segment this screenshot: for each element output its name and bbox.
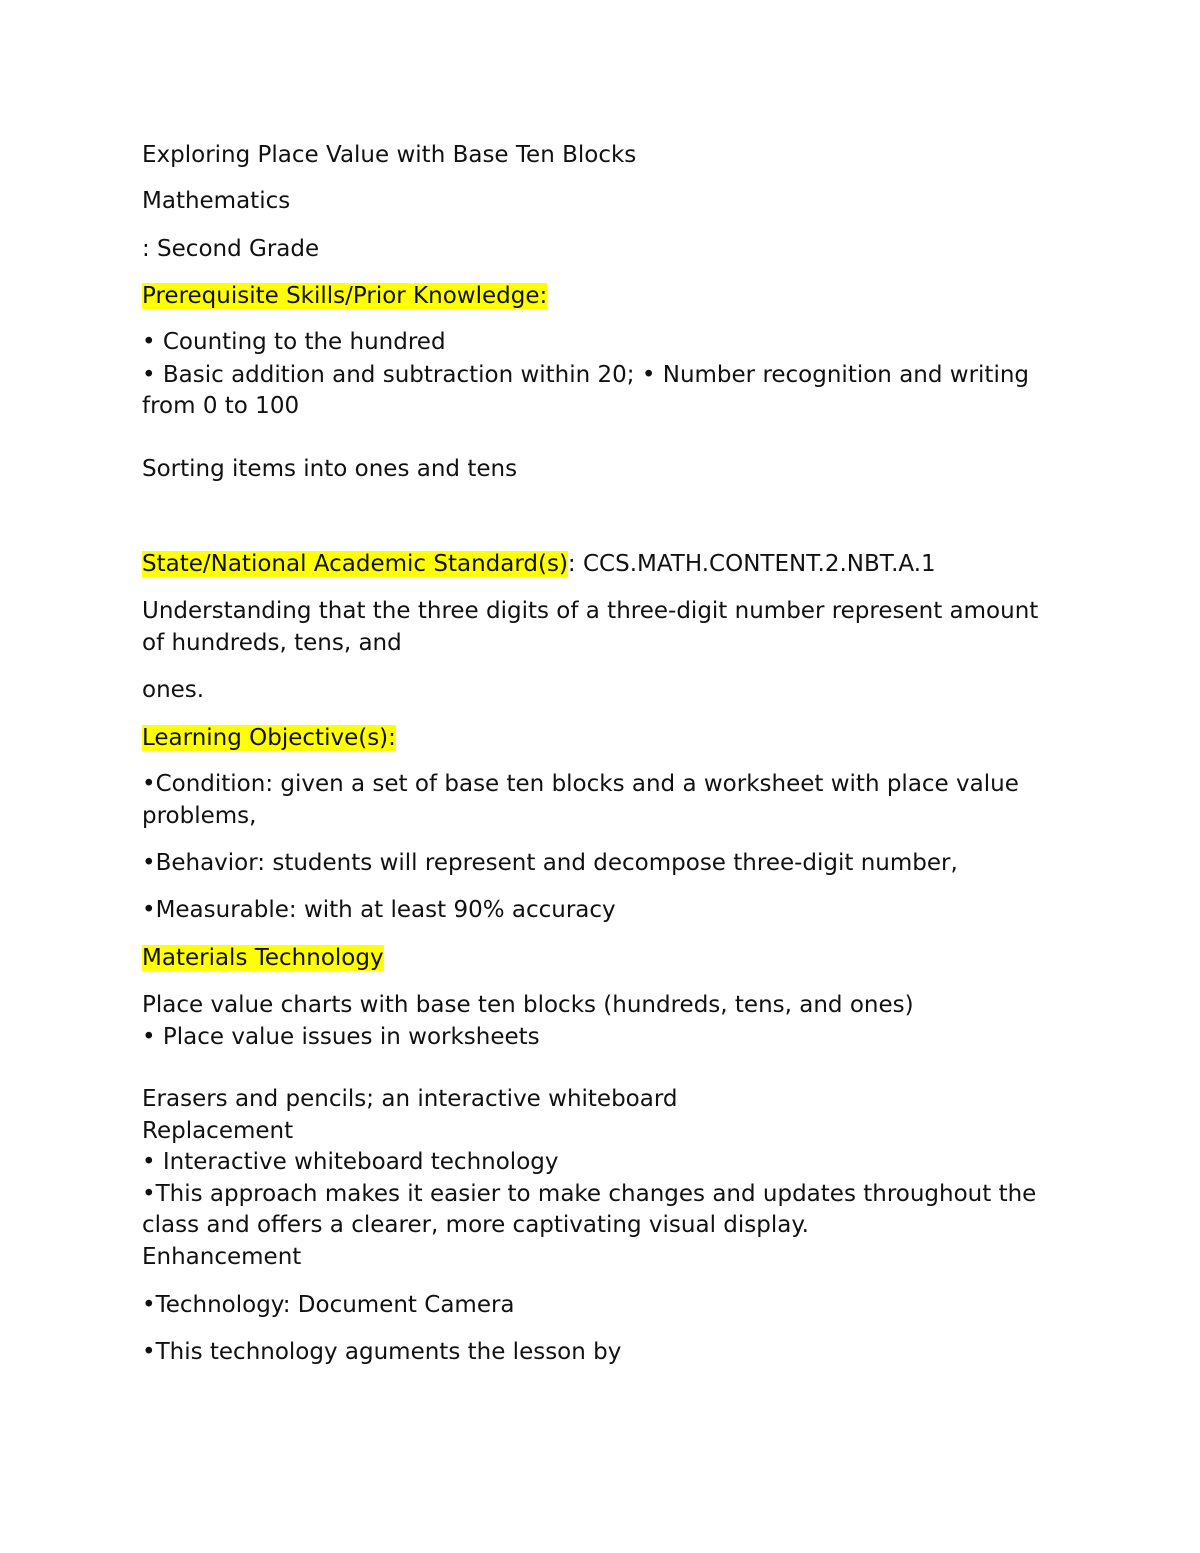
prerequisite-item: • Counting to the hundred: [142, 329, 446, 355]
materials-item-continued: class and offers a clearer, more captivating visual display.: [142, 1212, 809, 1238]
subject-line: Mathematics: [142, 188, 291, 214]
prerequisite-item: Sorting items into ones and tens: [142, 456, 518, 482]
objectives-heading: [142, 723, 396, 754]
prerequisites-heading-highlight: Prerequisite Skills/Prior Knowledge:: [142, 283, 548, 309]
materials-item: Place value charts with base ten blocks (hundreds, tens, and ones): [142, 992, 914, 1018]
standards-heading: State/National Academic Standard(s): [142, 551, 568, 577]
prerequisites-heading: [142, 281, 547, 312]
replacement-label: Replacement: [142, 1118, 294, 1144]
objective-behavior: •Behavior: students will represent and decompose three-digit number,: [142, 850, 958, 876]
standards-line: [142, 549, 936, 580]
enhancement-label: Enhancement: [142, 1244, 302, 1270]
prerequisite-item: • Basic addition and subtraction within 20; • Number recognition and writing: [142, 362, 1030, 388]
lesson-title: Exploring Place Value with Base Ten Blocks: [142, 142, 637, 168]
materials-item: • Place value issues in worksheets: [142, 1024, 540, 1050]
materials-item: Erasers and pencils; an interactive whiteboard: [142, 1086, 678, 1112]
materials-item: • Interactive whiteboard technology: [142, 1149, 559, 1175]
standards-description: ones.: [142, 677, 205, 703]
standards-code: : CCS.MATH.CONTENT.2.NBT.A.1: [567, 551, 936, 577]
objective-measurable: •Measurable: with at least 90% accuracy: [142, 897, 616, 923]
standards-description: of hundreds, tens, and: [142, 630, 402, 656]
enhancement-item: •This technology aguments the lesson by: [142, 1339, 622, 1365]
objective-condition-continued: problems,: [142, 803, 257, 829]
materials-heading: [142, 943, 384, 974]
grade-line: : Second Grade: [142, 236, 320, 262]
materials-item: •This approach makes it easier to make changes and updates throughout the: [142, 1181, 1037, 1207]
standards-description: Understanding that the three digits of a three-digit number represent amount: [142, 598, 1039, 624]
materials-heading-highlight: Materials Technology: [142, 945, 384, 971]
objectives-heading-highlight: Learning Objective(s):: [142, 725, 396, 751]
prerequisite-item-continued: from 0 to 100: [142, 393, 300, 419]
enhancement-item: •Technology: Document Camera: [142, 1292, 515, 1318]
objective-condition: •Condition: given a set of base ten blocks and a worksheet with place value: [142, 771, 1019, 797]
